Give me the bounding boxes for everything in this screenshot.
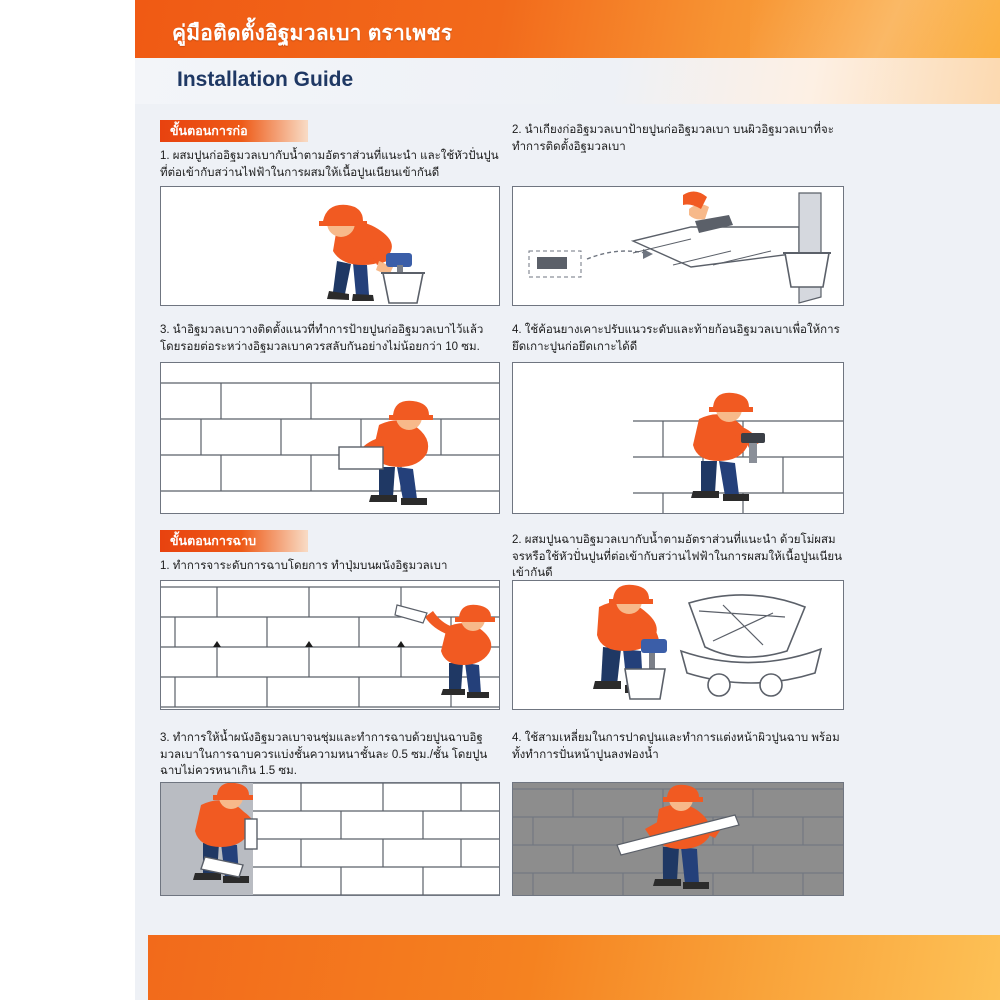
plastering-step-1-text: 1. ทำการจาระดับการฉาบโดยการ ทำปุ่มบนผนังอิฐมวลเบา (160, 560, 448, 572)
plastering-step-1 (160, 558, 500, 575)
block-row-illustration (529, 191, 821, 303)
page-title-english: Installation Guide (177, 68, 354, 91)
laying-step-2-text: 2. นำเกียงก่ออิฐมวลเบาป้ายปูนก่ออิฐมวลเบา บนผิวอิฐมวลเบาที่จะทำการติดตั้งอิฐมวลเบา (512, 124, 834, 153)
wall-grid-3 (253, 783, 500, 895)
laying-step-1-text: 1. ผสมปูนก่ออิฐมวลเบากับน้ำตามอัตราส่วนที่แนะนำ และใช้หัวปั่นปูนที่ต่อเข้ากับสว่านไฟฟ้าในการผสมให้เนื้อปูนเนียนเข้ากันดี (160, 150, 499, 179)
worker-placing-block (339, 401, 433, 505)
laying-step-2-figure (512, 186, 844, 306)
plastering-step-3-text: 3. ทำการให้น้ำผนังอิฐมวลเบาจนชุ่มและทำการฉาบด้วยปูนฉาบอิฐมวลเบาในการฉาบควรแบ่งชั้นความหนาชั้นละ 0.5 ซม./ชั้น โดยปูนฉาบไม่ควรหนาเกิน 1.5 ซม. (160, 732, 488, 778)
worker-marking-dots (395, 605, 495, 698)
plastering-step-4-figure (512, 782, 844, 896)
plastering-step-2 (512, 532, 844, 582)
plastering-step-2-figure (512, 580, 844, 710)
section-ribbon-laying: ขั้นตอนการก่อ (160, 120, 308, 142)
plastering-step-1-figure (160, 580, 500, 710)
plastering-step-3 (160, 730, 500, 780)
laying-step-1-figure (160, 186, 500, 306)
worker-tapping-block (691, 393, 765, 501)
level-dots (213, 641, 405, 647)
mixer-machine (681, 595, 821, 696)
worker-mixing-plaster (593, 585, 667, 699)
plastering-step-4-text: 4. ใช้สามเหลี่ยมในการปาดปูนและทำการแต่งหน้าผิวปูนฉาบ พร้อมทั้งทำการปั่นหน้าปูนลงฟองน้ำ (512, 732, 840, 761)
footer-bar (148, 935, 1000, 1000)
laying-step-1 (160, 148, 500, 181)
section-ribbon-plastering: ขั้นตอนการฉาบ (160, 530, 308, 552)
left-margin (0, 0, 135, 1000)
laying-step-4-figure (512, 362, 844, 514)
laying-step-4-text: 4. ใช้ค้อนยางเคาะปรับแนวระดับและท้ายก้อนอิฐมวลเบาเพื่อให้การยึดเกาะปูนก่อยึดเกาะได้ดี (512, 324, 840, 353)
laying-step-3 (160, 322, 500, 355)
plastering-step-4 (512, 730, 844, 763)
bucket-illustration-2 (783, 253, 831, 287)
laying-step-4 (512, 322, 844, 355)
bucket-illustration (381, 273, 425, 303)
laying-step-3-text: 3. นำอิฐมวลเบาวางติดตั้งแนวที่ทำการป้ายปูนก่ออิฐมวลเบาไว้แล้ว โดยรอยต่อระหว่างอิฐมวลเบาควรสลับกันอย่างไม่น้อยกว่า 10 ซม. (160, 324, 484, 353)
plastering-step-3-figure (160, 782, 500, 896)
plastering-step-2-text: 2. ผสมปูนฉาบอิฐมวลเบากับน้ำตามอัตราส่วนที่แนะนำ ด้วยโม่ผสมจรหรือใช้หัวปั่นปูนที่ต่อเข้ากับสว่านไฟฟ้าในการผสมให้เนื้อปูนเนียนเข้ากันดี (512, 534, 843, 580)
laying-step-2 (512, 122, 844, 155)
laying-step-3-figure (160, 362, 500, 514)
wall-bricks (161, 383, 500, 491)
page-title-thai: คู่มือติดตั้งอิฐมวลเบา ตราเพชร (172, 22, 453, 45)
